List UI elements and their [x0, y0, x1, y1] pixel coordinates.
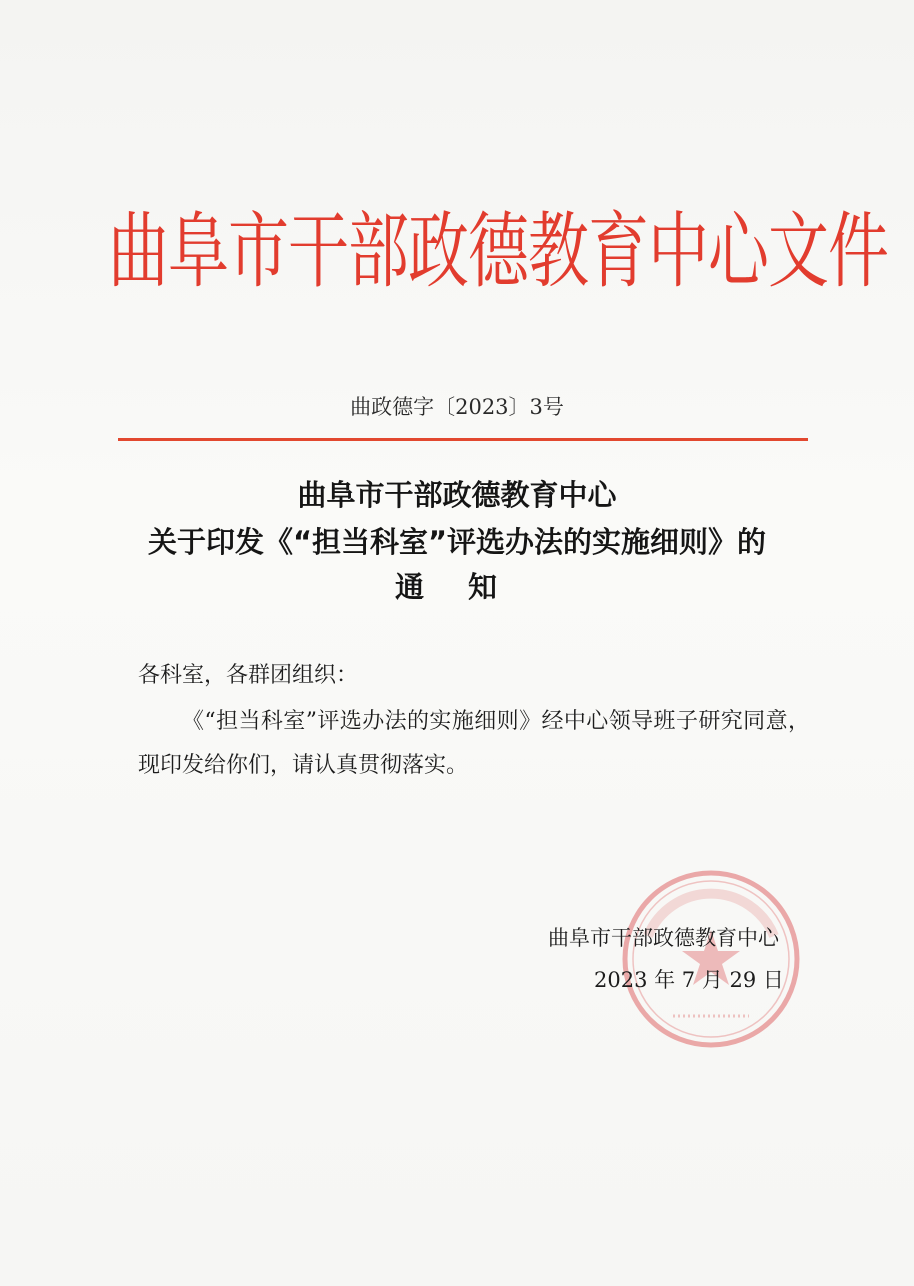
- official-seal-icon: [618, 866, 804, 1052]
- letterhead-title: 曲阜市干部政德教育中心文件: [108, 203, 889, 300]
- notice-title-line-1: 曲阜市干部政德教育中心: [297, 478, 617, 512]
- notice-salutation: 各科室，各群团组织：: [138, 663, 359, 688]
- notice-title-line-3: 通知: [394, 570, 541, 604]
- notice-body: 《“担当科室”评选办法的实施细则》经中心领导班子研究同意，现印发给你们，请认真贯彻落实。: [138, 709, 810, 778]
- document-number: 曲政德字〔2023〕3号: [350, 395, 564, 419]
- signature-organization: 曲阜市干部政德教育中心: [548, 926, 779, 950]
- signature-date: 2023 年 7 月 29 日: [594, 968, 784, 992]
- notice-title-line-2: 关于印发《“担当科室”评选办法的实施细则》的: [147, 525, 767, 559]
- letterhead-divider: [118, 438, 808, 441]
